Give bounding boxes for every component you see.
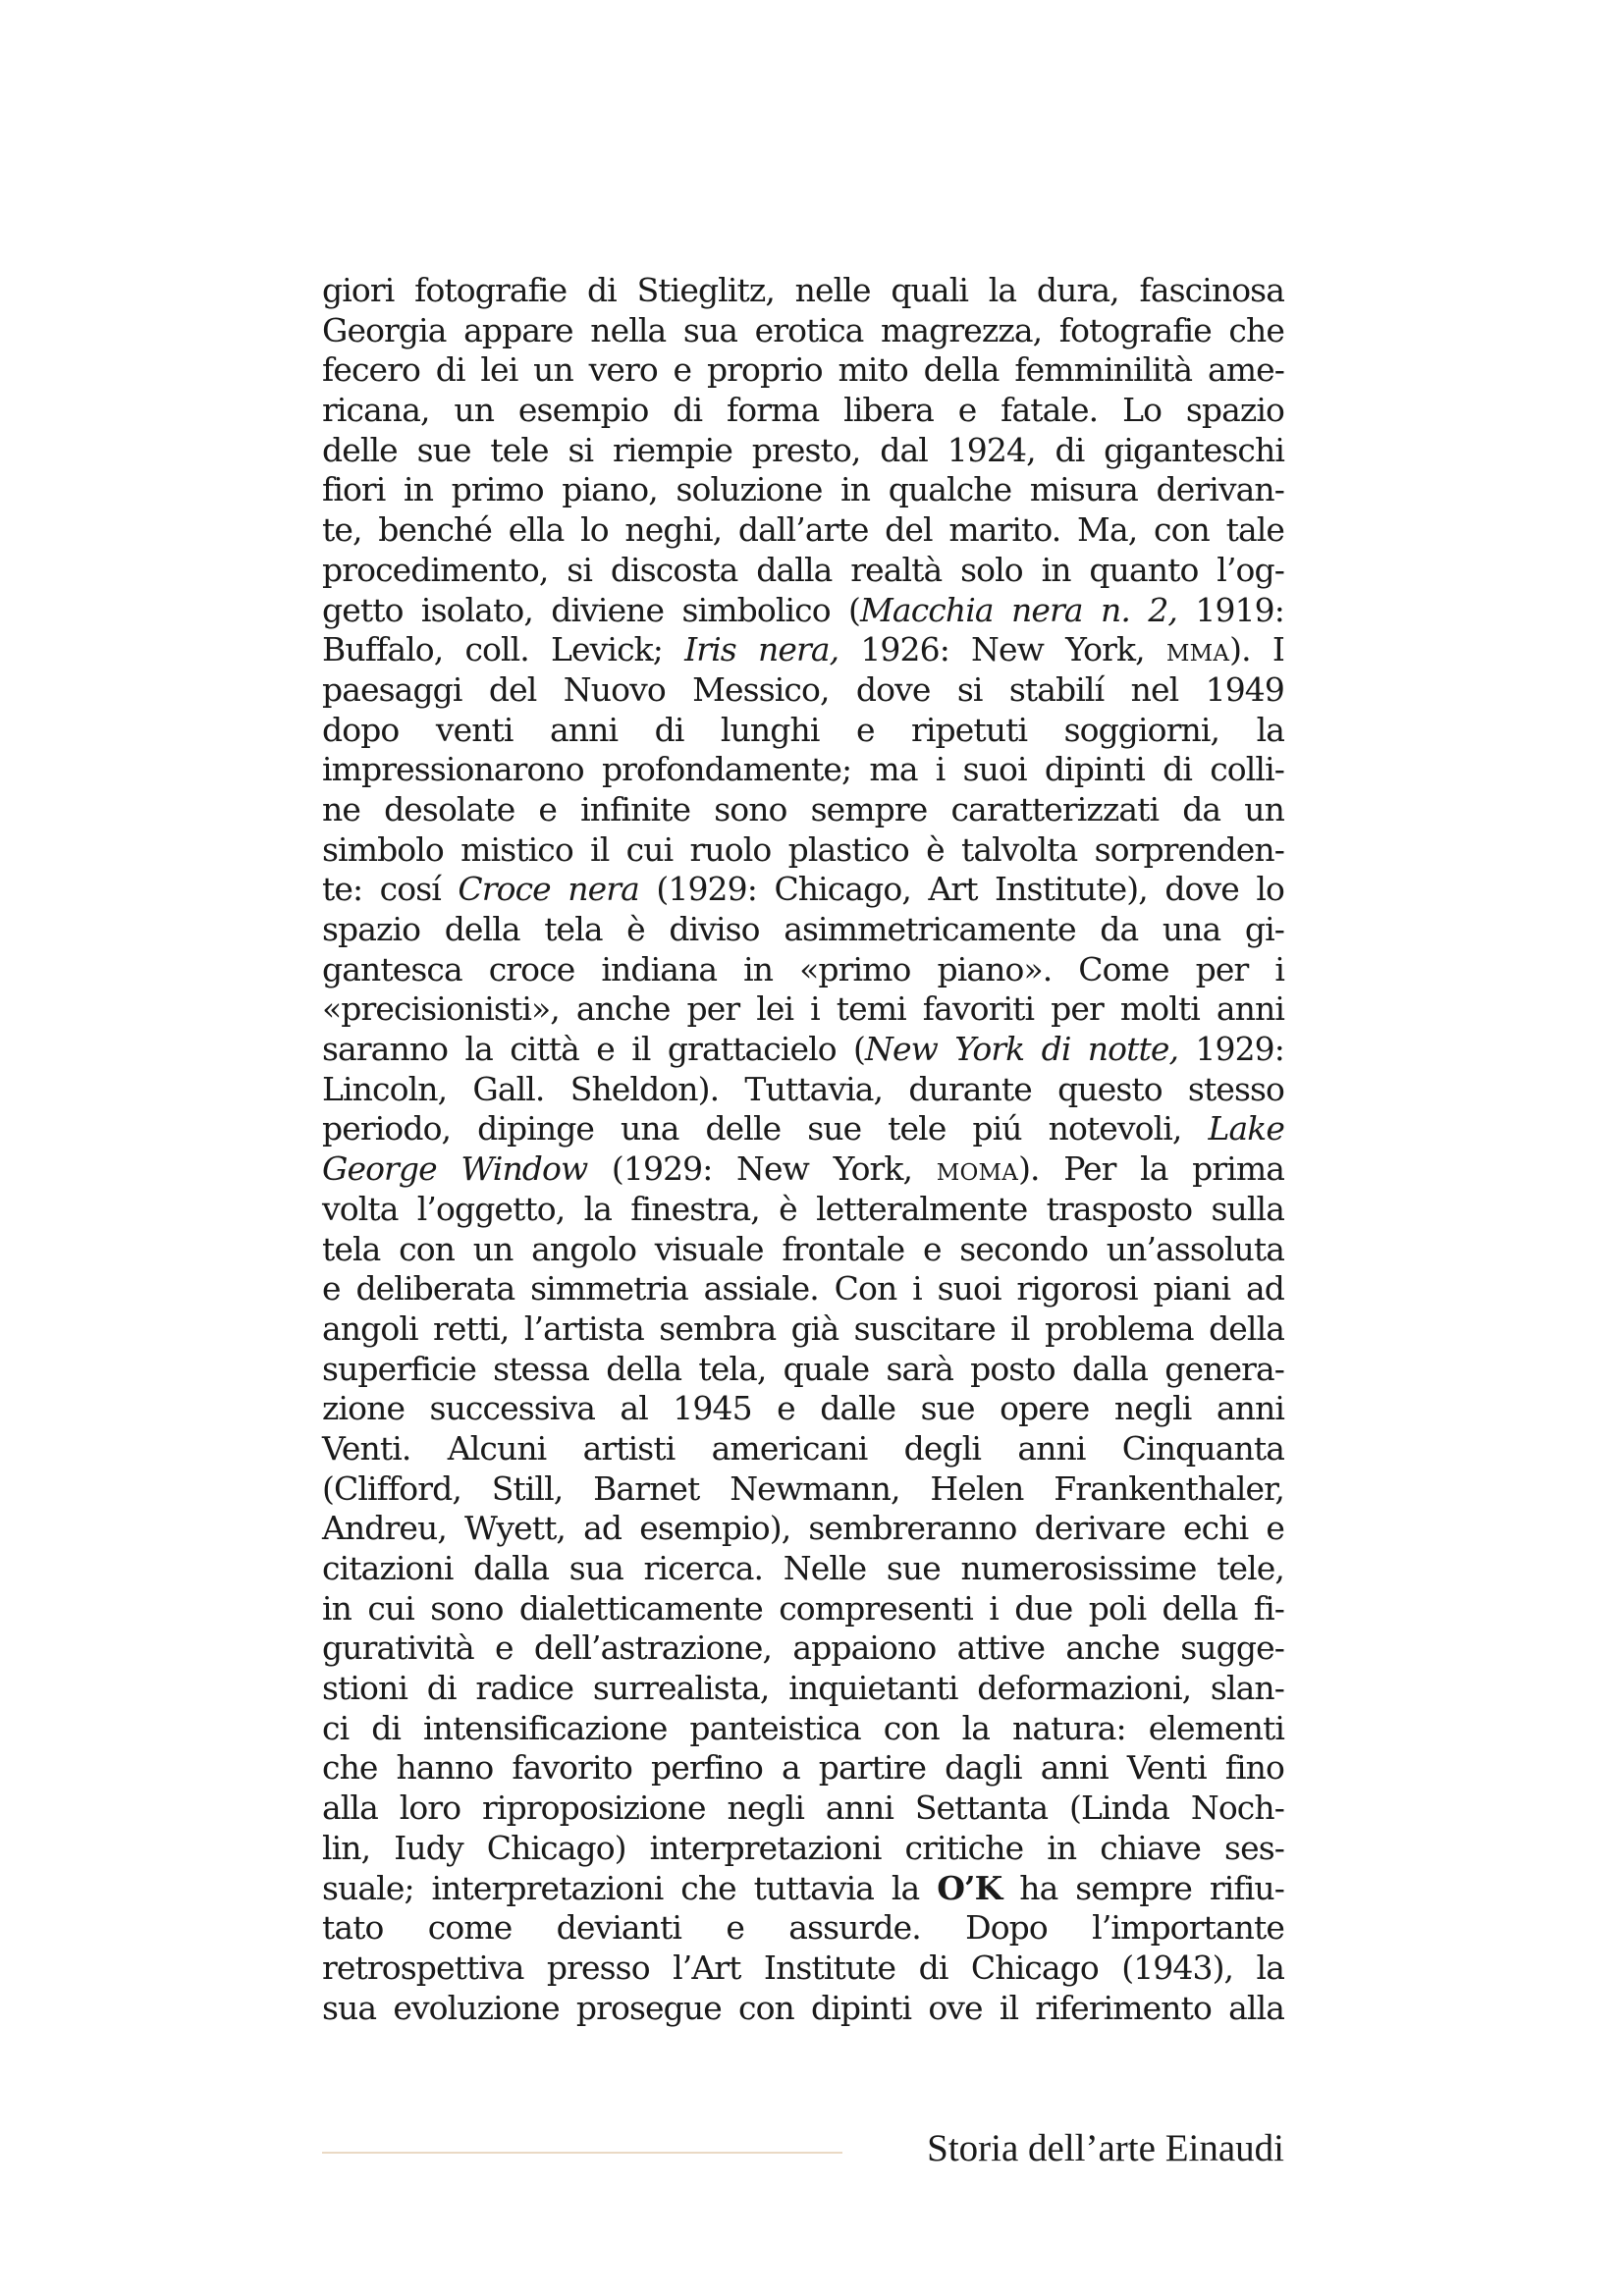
text-line	[322, 470, 1284, 510]
text-line	[322, 1789, 1284, 1829]
text-run: getto isolato, diviene simbolico (	[322, 590, 861, 629]
text-line	[322, 551, 1284, 591]
text-line	[322, 1509, 1284, 1549]
text-run: giori fotografie di Stieglitz, nelle quali la dura, fascinosa	[322, 271, 1284, 309]
text-line	[322, 1748, 1284, 1789]
text-run: lin, Iudy Chicago) interpretazioni critiche in chiave ses-	[322, 1828, 1284, 1867]
text-line	[322, 1908, 1284, 1949]
text-run: «precisionisti», anche per lei i temi favoriti per molti anni	[322, 989, 1284, 1029]
text-line	[322, 1350, 1284, 1390]
text-run: ). I	[1229, 630, 1284, 669]
text-run: (1929: Chicago, Art Institute), dove lo	[638, 870, 1284, 909]
text-line	[322, 1709, 1284, 1749]
body-text	[322, 271, 1284, 2028]
text-run: spazio della tela è diviso asimmetricamente da una gi-	[322, 910, 1284, 948]
text-run: che hanno favorito perfino a partire dagli anni Venti fino	[322, 1748, 1284, 1788]
text-run: Venti. Alcuni artisti americani degli anni Cinquanta	[322, 1428, 1284, 1468]
text-line	[322, 591, 1284, 631]
text-run: citazioni dalla sua ricerca. Nelle sue numerosissime tele,	[322, 1549, 1284, 1587]
text-line	[322, 750, 1284, 790]
text-line	[322, 1549, 1284, 1589]
text-run: Buffalo, coll. Levick;	[322, 630, 685, 669]
text-line	[322, 1309, 1284, 1350]
text-run: gantesca croce indiana in «primo piano». Come per i	[322, 949, 1284, 988]
text-run: tela con un angolo visuale frontale e secondo un’assoluta	[322, 1229, 1284, 1268]
text-run: e deliberata simmetria assiale. Con i suoi rigorosi piani ad	[322, 1269, 1284, 1308]
text-line	[322, 1669, 1284, 1709]
text-line	[322, 670, 1284, 711]
italic-title: Iris nera,	[684, 630, 839, 669]
text-line	[322, 1109, 1284, 1149]
page-footer	[322, 2124, 1284, 2173]
text-run: Andreu, Wyett, ad esempio), sembreranno derivare echi e	[322, 1509, 1284, 1548]
text-run: guratività e dell’astrazione, appaiono attive anche sugge-	[322, 1629, 1284, 1668]
text-line	[322, 510, 1284, 551]
footer-rule	[322, 2152, 842, 2154]
text-line	[322, 391, 1284, 431]
italic-title: George Window	[322, 1149, 588, 1189]
italic-title: Macchia nera n. 2,	[860, 590, 1178, 629]
text-run: fiori in primo piano, soluzione in qualche misura derivan-	[322, 470, 1284, 509]
text-run: suale; interpretazioni che tuttavia la	[322, 1868, 938, 1907]
text-line	[322, 1149, 1284, 1190]
text-line	[322, 790, 1284, 830]
text-line	[322, 431, 1284, 471]
text-line	[322, 989, 1284, 1030]
text-line	[322, 1989, 1284, 2029]
text-run: sua evoluzione prosegue con dipinti ove il riferimento alla	[322, 1988, 1284, 2027]
text-run: saranno la città e il grattacielo (	[322, 1030, 866, 1069]
text-line	[322, 711, 1284, 751]
text-line	[322, 1429, 1284, 1469]
text-run: ne desolate e infinite sono sempre caratterizzati da un	[322, 789, 1284, 828]
text-run: periodo, dipinge una delle sue tele piú notevoli,	[322, 1109, 1209, 1148]
text-run: fecero di lei un vero e proprio mito della femminilità ame-	[322, 350, 1284, 390]
text-run: ). Per la prima	[1018, 1149, 1284, 1189]
text-line	[322, 950, 1284, 990]
text-line	[322, 1829, 1284, 1869]
text-run: dopo venti anni di lunghi e ripetuti soggiorni, la	[322, 710, 1284, 749]
text-run: Lincoln, Gall. Sheldon). Tuttavia, durante questo stesso	[322, 1069, 1284, 1108]
text-run: 1926: New York,	[839, 630, 1166, 669]
text-run: stioni di radice surrealista, inquietanti deformazioni, slan-	[322, 1669, 1284, 1708]
text-line	[322, 910, 1284, 950]
text-run: paesaggi del Nuovo Messico, dove si stabilí nel 1949	[322, 669, 1284, 709]
artist-abbrev: O’K	[937, 1868, 1002, 1907]
text-run: alla loro riproposizione negli anni Settanta (Linda Noch-	[322, 1789, 1284, 1828]
text-line	[322, 350, 1284, 391]
text-line	[322, 1230, 1284, 1270]
text-run: angoli retti, l’artista sembra già suscitare il problema della	[322, 1308, 1284, 1348]
text-line	[322, 1949, 1284, 1989]
text-run: ricana, un esempio di forma libera e fatale. Lo spazio	[322, 391, 1284, 430]
text-run: te: cosí	[322, 870, 459, 909]
text-line	[322, 1389, 1284, 1429]
text-run: te, benché ella lo neghi, dall’arte del marito. Ma, con tale	[322, 510, 1284, 550]
text-line	[322, 1629, 1284, 1669]
text-run: volta l’oggetto, la finestra, è letteralmente trasposto sulla	[322, 1189, 1284, 1228]
footer-title: Storia dell’arte Einaudi	[927, 2127, 1284, 2169]
museum-abbrev: mma	[1165, 630, 1230, 669]
text-run: delle sue tele si riempie presto, dal 1924, di giganteschi	[322, 430, 1284, 469]
text-run: 1929:	[1178, 1030, 1284, 1069]
text-line	[322, 1070, 1284, 1110]
text-line	[322, 1589, 1284, 1629]
text-line	[322, 271, 1284, 311]
italic-title: New York di notte,	[865, 1030, 1179, 1069]
text-line	[322, 870, 1284, 910]
text-run: Georgia appare nella sua erotica magrezza, fotografie che	[322, 310, 1284, 349]
text-run: impressionarono profondamente; ma i suoi dipinti di colli-	[322, 750, 1284, 789]
text-run: retrospettiva presso l’Art Institute di Chicago (1943), la	[322, 1948, 1284, 1987]
italic-title: Lake	[1208, 1109, 1284, 1148]
text-run: (1929: New York,	[587, 1149, 937, 1189]
text-run: ha sempre rifiu-	[1001, 1868, 1284, 1907]
text-run: in cui sono dialetticamente compresenti i due poli della fi-	[322, 1588, 1284, 1628]
italic-title: Croce nera	[458, 870, 639, 909]
text-run: superficie stessa della tela, quale sarà posto dalla genera-	[322, 1349, 1284, 1388]
museum-abbrev: moma	[936, 1149, 1019, 1189]
text-run: simbolo mistico il cui ruolo plastico è talvolta sorprenden-	[322, 829, 1284, 869]
text-line	[322, 1469, 1284, 1510]
text-line	[322, 830, 1284, 871]
text-line	[322, 1869, 1284, 1909]
text-line	[322, 1030, 1284, 1070]
text-run: zione successiva al 1945 e dalle sue opere negli anni	[322, 1389, 1284, 1428]
text-line	[322, 311, 1284, 351]
text-line	[322, 630, 1284, 670]
text-run: tato come devianti e assurde. Dopo l’importante	[322, 1908, 1284, 1948]
text-line	[322, 1190, 1284, 1230]
text-run: ci di intensificazione panteistica con la natura: elementi	[322, 1708, 1284, 1747]
text-run: (Clifford, Still, Barnet Newmann, Helen Frankenthaler,	[322, 1468, 1284, 1508]
text-run: 1919:	[1177, 590, 1284, 629]
text-line	[322, 1269, 1284, 1309]
text-run: procedimento, si discosta dalla realtà solo in quanto l’og-	[322, 550, 1284, 589]
